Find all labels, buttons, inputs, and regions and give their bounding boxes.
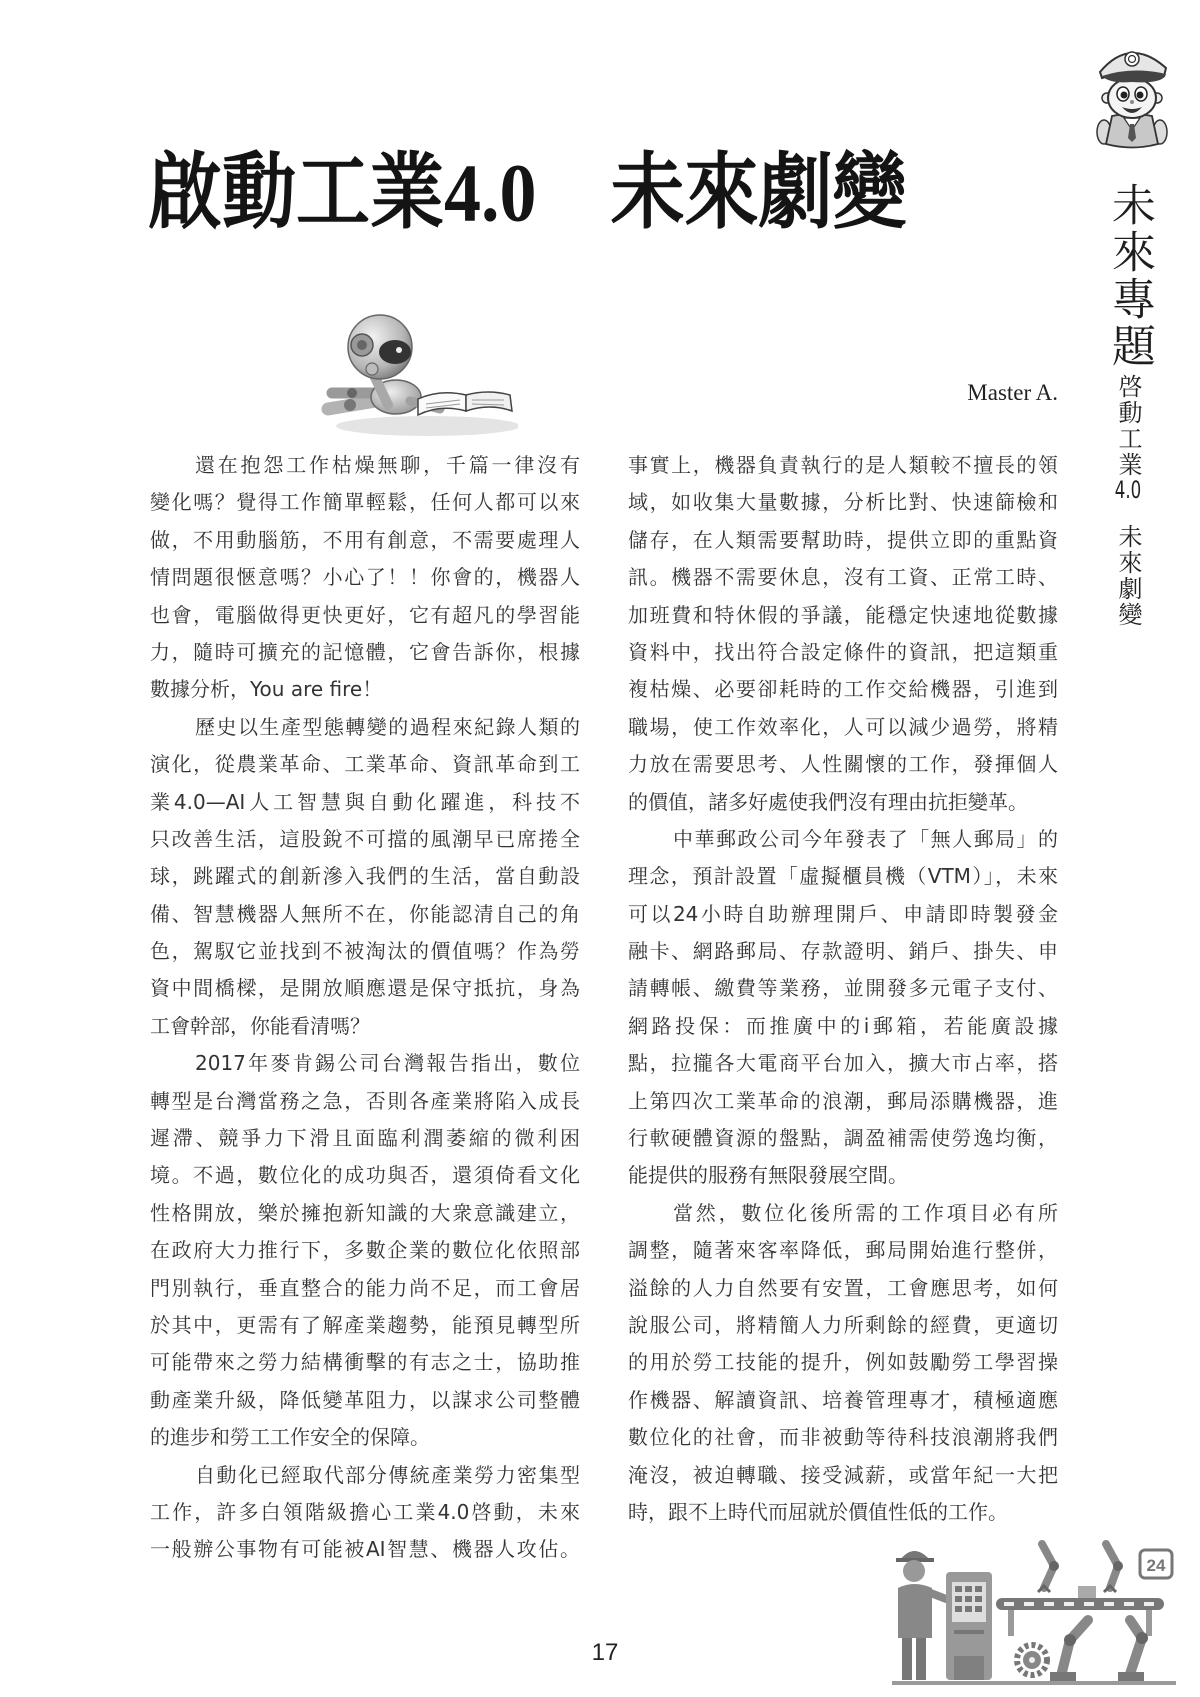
text-line: 能提供的服務有無限發展空間。 [628, 1163, 908, 1188]
text-line: 工會幹部，你能看清嗎？ [150, 1013, 370, 1038]
text-line: 數據分析，You are fire！ [150, 677, 383, 702]
text-line: 力，隨時可擴充的記憶體，它會告訴你，根據 [150, 639, 580, 664]
kiosk-terminal [946, 1572, 992, 1680]
clock-24-badge-text: 24 [1146, 1556, 1166, 1575]
text-line: 也會，電腦做得更快更好，它有超凡的學習能 [150, 602, 580, 627]
text-line: 工作，許多白領階級擔心工業4.0啓動，未來 [150, 1499, 580, 1524]
text-line: 可以24小時自助辦理開戶、申請即時製發金 [628, 901, 1058, 926]
text-line: 淹沒，被迫轉職、接受減薪，或當年紀一大把 [628, 1462, 1058, 1487]
text-line: 理念，預計設置「虛擬櫃員機（VTM）」，未來 [628, 864, 1058, 889]
text-line: 業4.0—AI人工智慧與自動化躍進，科技不 [150, 789, 580, 814]
paragraph [150, 1457, 580, 1569]
text-line: 調整，隨著來客率降低，郵局開始進行整併， [628, 1238, 1058, 1263]
text-line: 門別執行，垂直整合的能力尚不足，而工會居 [150, 1275, 580, 1300]
text-line: 的價值，諸多好處使我們沒有理由抗拒變革。 [628, 789, 1028, 814]
author-byline: Master A. [967, 380, 1058, 405]
text-line: 儲存，在人類需要幫助時，提供立即的重點資 [628, 527, 1058, 552]
text-line: 的進步和勞工工作安全的保障。 [150, 1425, 430, 1450]
text-line: 事實上，機器負責執行的是人類較不擅長的領 [628, 453, 1058, 477]
text-line: 色，駕馭它並找到不被淘汰的價值嗎？作為勞 [150, 939, 580, 964]
text-line: 2017年麥肯錫公司台灣報告指出，數位 [195, 1051, 580, 1076]
text-line: 變化嗎？覺得工作簡單輕鬆，任何人都可以來 [150, 490, 580, 515]
paragraph [150, 447, 580, 709]
paragraph [150, 709, 580, 1046]
text-line: 歷史以生產型態轉變的過程來紀錄人類的 [195, 714, 580, 739]
text-line: 力放在需要思考、人性關懷的工作，發揮個人 [628, 752, 1058, 777]
text-line: 溢餘的人力自然要有安置，工會應思考，如何 [628, 1275, 1058, 1300]
text-line: 複枯燥、必要卻耗時的工作交給機器，引進到 [628, 677, 1058, 702]
text-line: 做，不用動腦筋，不用有創意，不需要處理人 [150, 527, 580, 552]
text-line: 可能帶來之勞力結構衝擊的有志之士，協助推 [150, 1350, 580, 1375]
section-label: 未來專題 [1104, 182, 1155, 370]
factory-automation-image [892, 1536, 1182, 1686]
text-line: 加班費和特休假的爭議，能穩定快速地從數據 [628, 602, 1058, 627]
text-line: 於其中，更需有了解產業趨勢，能預見轉型所 [150, 1312, 580, 1337]
text-line: 一般辦公事物有可能被AI智慧、機器人攻佔。 [150, 1537, 580, 1562]
text-line: 資中間橋樑，是開放順應還是保守抵抗，身為 [150, 976, 580, 1001]
text-line: 在政府大力推行下，多數企業的數位化依照部 [150, 1238, 580, 1263]
text-line: 資料中，找出符合設定條件的資訊，把這類重 [628, 639, 1058, 664]
robotic-arms [1017, 1544, 1148, 1681]
paragraph [150, 1045, 580, 1456]
worker-figure [896, 1551, 954, 1680]
text-line: 只改善生活，這股銳不可擋的風潮早已席捲全 [150, 826, 580, 851]
text-line: 說服公司，將精簡人力所剩餘的經費，更適切 [628, 1312, 1058, 1337]
text-line: 演化，從農業革命、工業革命、資訊革命到工 [150, 752, 580, 777]
clock-24-badge [1140, 1550, 1172, 1578]
text-line: 域，如收集大量數據，分析比對、快速篩檢和 [628, 490, 1058, 515]
article-column-right [628, 447, 1058, 1531]
text-line: 數位化的社會，而非被動等待科技浪潮將我們 [628, 1425, 1058, 1450]
text-line: 性格開放，樂於擁抱新知識的大衆意識建立， [150, 1200, 580, 1225]
text-line: 請轉帳、繳費等業務，並開發多元電子支付、 [628, 976, 1058, 1001]
text-line: 時，跟不上時代而屈就於價值性低的工作。 [628, 1499, 1008, 1524]
article-column-left [150, 447, 580, 1569]
text-line: 點，拉攏各大電商平台加入，擴大市占率，搭 [628, 1051, 1058, 1076]
text-line: 網路投保：而推廣中的i郵箱，若能廣設據 [628, 1013, 1058, 1038]
text-line: 訊。機器不需要休息，沒有工資、正常工時、 [628, 565, 1058, 590]
text-line: 自動化已經取代部分傳統產業勞力密集型 [195, 1462, 580, 1487]
text-line: 情問題很愜意嗎？小心了！！你會的，機器人 [150, 565, 580, 590]
text-line: 中華郵政公司今年發表了「無人郵局」的 [673, 826, 1058, 851]
paragraph [628, 447, 1058, 821]
text-line: 行軟硬體資源的盤點，調盈補需使勞逸均衡， [628, 1126, 1058, 1151]
text-line: 職場，使工作效率化，人可以減少過勞，將精 [628, 714, 1058, 739]
paragraph [628, 821, 1058, 1195]
robot-reading-image [318, 305, 518, 440]
text-line: 還在抱怨工作枯燥無聊，千篇一律沒有 [195, 453, 580, 477]
ground-line [892, 1681, 1176, 1685]
page-title: 啟動工業4.0 未來劇變 [148, 147, 907, 240]
section-subtitle-line1: 啓動工業4.0 [1114, 374, 1142, 502]
text-line: 上第四次工業革命的浪潮，郵局添購機器，進 [628, 1088, 1058, 1113]
text-line: 轉型是台灣當務之急，否則各產業將陷入成長 [150, 1088, 580, 1113]
text-line: 當然，數位化後所需的工作項目必有所 [673, 1200, 1058, 1225]
section-subtitle-line2: 未來劇變 [1114, 524, 1142, 628]
text-line: 球，跳躍式的創新滲入我們的生活，當自動設 [150, 864, 580, 889]
text-line: 的用於勞工技能的提升，例如鼓勵勞工學習操 [628, 1350, 1058, 1375]
text-line: 遲滯、競爭力下滑且面臨利潤萎縮的微利困 [150, 1126, 580, 1151]
postman-mascot-image [1086, 40, 1178, 152]
text-line: 境。不過，數位化的成功與否，還須倚看文化 [150, 1163, 580, 1188]
text-line: 融卡、網路郵局、存款證明、銷戶、掛失、申 [628, 939, 1058, 964]
text-line: 備、智慧機器人無所不在，你能認清自己的角 [150, 901, 580, 926]
text-line: 作機器、解讀資訊、培養管理專才，積極適應 [628, 1387, 1058, 1412]
text-line: 動產業升級，降低變革阻力，以謀求公司整體 [150, 1387, 580, 1412]
paragraph [628, 1195, 1058, 1532]
page-number: 17 [591, 1639, 619, 1666]
